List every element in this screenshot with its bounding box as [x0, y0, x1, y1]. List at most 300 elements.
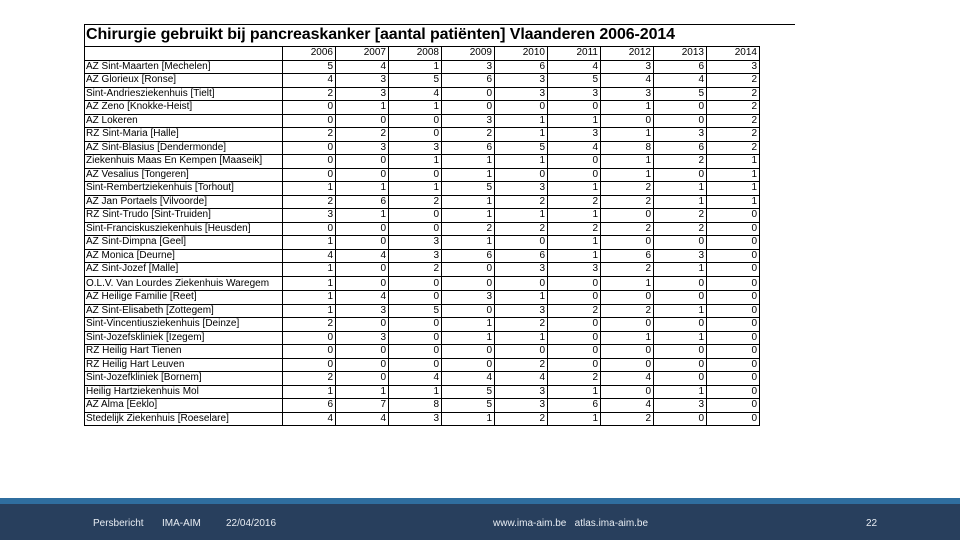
patient-count: 0 [707, 236, 760, 250]
patient-count: 0 [707, 412, 760, 426]
patient-count: 1 [601, 276, 654, 291]
patient-count: 2 [601, 222, 654, 236]
patient-count: 0 [707, 318, 760, 332]
patient-count: 3 [389, 249, 442, 263]
patient-count: 4 [548, 141, 601, 155]
table-row [85, 74, 760, 88]
table-row [85, 249, 760, 263]
hospital-name: Stedelijk Ziekenhuis [Roeselare] [85, 412, 283, 426]
patient-count: 0 [654, 101, 707, 115]
patient-count: 2 [548, 372, 601, 386]
patient-count: 0 [283, 141, 336, 155]
patient-count: 1 [389, 101, 442, 115]
patient-count: 3 [548, 263, 601, 277]
patient-count: 4 [389, 87, 442, 101]
header-corner [85, 47, 283, 61]
hospital-name: RZ Heilig Hart Leuven [85, 358, 283, 372]
table-row [85, 345, 760, 359]
patient-count: 3 [654, 128, 707, 142]
patient-count: 6 [601, 249, 654, 263]
patient-count: 0 [389, 168, 442, 182]
patient-count: 6 [654, 60, 707, 74]
patient-count: 1 [654, 182, 707, 196]
patient-count: 0 [442, 101, 495, 115]
patient-count: 3 [601, 87, 654, 101]
patient-count: 2 [283, 87, 336, 101]
patient-count: 0 [654, 358, 707, 372]
patient-count: 0 [283, 101, 336, 115]
patient-count: 3 [389, 412, 442, 426]
table-row [85, 87, 760, 101]
patient-count: 1 [442, 209, 495, 223]
patient-count: 4 [389, 372, 442, 386]
patient-count: 1 [548, 385, 601, 399]
patient-count: 0 [548, 345, 601, 359]
patient-count: 1 [283, 276, 336, 291]
page-title: Chirurgie gebruikt bij pancreaskanker [aantal patiënten] Vlaanderen 2006-2014 [86, 26, 675, 43]
patient-count: 1 [442, 195, 495, 209]
patient-count: 3 [336, 304, 389, 318]
patient-count: 0 [495, 101, 548, 115]
patient-count: 1 [283, 236, 336, 250]
patient-count: 0 [654, 412, 707, 426]
patient-count: 0 [601, 209, 654, 223]
patient-count: 4 [336, 412, 389, 426]
patient-count: 0 [442, 276, 495, 291]
table-row [85, 114, 760, 128]
hospital-name: AZ Sint-Dimpna [Geel] [85, 236, 283, 250]
patient-count: 1 [654, 304, 707, 318]
patient-count: 4 [548, 60, 601, 74]
patient-count: 2 [389, 263, 442, 277]
patient-count: 1 [442, 236, 495, 250]
patient-count: 0 [707, 276, 760, 291]
patient-count: 0 [707, 222, 760, 236]
patient-count: 2 [707, 74, 760, 88]
patient-count: 1 [283, 291, 336, 305]
patient-count: 3 [336, 331, 389, 345]
patient-count: 2 [495, 412, 548, 426]
patient-count: 2 [548, 222, 601, 236]
patient-count: 1 [495, 155, 548, 169]
patient-count: 0 [601, 114, 654, 128]
patient-count: 0 [442, 304, 495, 318]
patient-count: 3 [336, 87, 389, 101]
patient-count: 5 [389, 304, 442, 318]
patient-count: 6 [495, 249, 548, 263]
table-row [85, 372, 760, 386]
patient-count: 4 [336, 60, 389, 74]
patient-count: 2 [654, 222, 707, 236]
patient-count: 1 [548, 114, 601, 128]
patient-count: 3 [442, 114, 495, 128]
patient-count: 0 [548, 331, 601, 345]
patient-count: 4 [283, 412, 336, 426]
patient-count: 4 [495, 372, 548, 386]
year-header: 2014 [707, 47, 760, 61]
patient-count: 1 [389, 60, 442, 74]
table-row [85, 209, 760, 223]
patient-count: 1 [283, 182, 336, 196]
hospital-name: Sint-Vincentiusziekenhuis [Deinze] [85, 318, 283, 332]
patient-count: 3 [442, 291, 495, 305]
patient-count: 0 [442, 87, 495, 101]
patient-count: 2 [283, 128, 336, 142]
patient-count: 0 [336, 372, 389, 386]
table-row [85, 291, 760, 305]
patient-count: 0 [601, 358, 654, 372]
patient-count: 1 [495, 114, 548, 128]
patient-count: 6 [442, 74, 495, 88]
hospital-name: Heilig Hartziekenhuis Mol [85, 385, 283, 399]
hospital-name: Sint-Jozefskliniek [Izegem] [85, 331, 283, 345]
patient-count: 1 [336, 385, 389, 399]
patient-count: 0 [283, 345, 336, 359]
patient-count: 1 [601, 331, 654, 345]
patient-count: 1 [336, 101, 389, 115]
year-header: 2008 [389, 47, 442, 61]
patient-count: 6 [654, 141, 707, 155]
patient-count: 1 [654, 195, 707, 209]
patient-count: 0 [389, 276, 442, 291]
table-row [85, 236, 760, 250]
hospital-name: Sint-Andriesziekenhuis [Tielt] [85, 87, 283, 101]
patient-count: 6 [442, 249, 495, 263]
patient-count: 0 [442, 358, 495, 372]
patient-count: 4 [442, 372, 495, 386]
patient-count: 0 [548, 101, 601, 115]
patient-count: 3 [495, 385, 548, 399]
patient-count: 1 [495, 291, 548, 305]
patient-count: 0 [495, 345, 548, 359]
patient-count: 0 [548, 155, 601, 169]
patient-count: 0 [707, 263, 760, 277]
patient-count: 5 [283, 60, 336, 74]
table-row [85, 168, 760, 182]
year-header: 2006 [283, 47, 336, 61]
patient-count: 0 [548, 358, 601, 372]
patient-count: 6 [442, 141, 495, 155]
patient-count: 0 [495, 168, 548, 182]
patient-count: 0 [548, 168, 601, 182]
patient-count: 0 [283, 358, 336, 372]
hospital-name: O.L.V. Van Lourdes Ziekenhuis Waregem [85, 276, 283, 291]
hospital-name: AZ Monica [Deurne] [85, 249, 283, 263]
patient-count: 0 [601, 318, 654, 332]
patient-count: 0 [548, 276, 601, 291]
patient-count: 3 [389, 236, 442, 250]
patient-count: 6 [548, 399, 601, 413]
patient-count: 8 [601, 141, 654, 155]
patient-count: 0 [601, 385, 654, 399]
patient-count: 0 [495, 236, 548, 250]
hospital-name: AZ Alma [Eeklo] [85, 399, 283, 413]
patient-count: 0 [283, 331, 336, 345]
patient-count: 1 [548, 182, 601, 196]
year-header: 2013 [654, 47, 707, 61]
patient-count: 0 [389, 291, 442, 305]
year-header: 2012 [601, 47, 654, 61]
patient-count: 0 [283, 222, 336, 236]
patient-count: 1 [495, 331, 548, 345]
patient-count: 0 [389, 345, 442, 359]
hospital-name: AZ Zeno [Knokke-Heist] [85, 101, 283, 115]
patient-count: 0 [548, 318, 601, 332]
patient-count: 6 [336, 195, 389, 209]
patient-count: 2 [442, 222, 495, 236]
patient-count: 2 [654, 209, 707, 223]
patient-count: 0 [707, 209, 760, 223]
table-row [85, 195, 760, 209]
patient-count: 0 [442, 263, 495, 277]
patient-count: 3 [548, 128, 601, 142]
patient-count: 4 [601, 74, 654, 88]
year-header: 2009 [442, 47, 495, 61]
patient-count: 8 [389, 399, 442, 413]
patient-count: 4 [601, 372, 654, 386]
patient-count: 5 [442, 182, 495, 196]
patient-count: 1 [654, 385, 707, 399]
patient-count: 2 [707, 101, 760, 115]
patient-count: 0 [336, 345, 389, 359]
table-row [85, 101, 760, 115]
hospital-name: RZ Sint-Trudo [Sint-Truiden] [85, 209, 283, 223]
patient-count: 2 [601, 195, 654, 209]
patient-count: 1 [336, 182, 389, 196]
patient-count: 0 [548, 291, 601, 305]
patient-count: 1 [601, 128, 654, 142]
hospital-name: AZ Sint-Maarten [Mechelen] [85, 60, 283, 74]
patient-count: 3 [336, 141, 389, 155]
patient-count: 2 [654, 155, 707, 169]
patient-count: 3 [601, 60, 654, 74]
patient-count: 3 [389, 141, 442, 155]
table-row [85, 182, 760, 196]
patient-count: 3 [283, 209, 336, 223]
patient-count: 1 [495, 209, 548, 223]
patient-count: 0 [389, 128, 442, 142]
hospital-name: AZ Sint-Blasius [Dendermonde] [85, 141, 283, 155]
patient-count: 0 [707, 345, 760, 359]
patient-count: 1 [389, 182, 442, 196]
patient-count: 0 [389, 358, 442, 372]
patient-count: 4 [654, 74, 707, 88]
patient-count: 0 [654, 345, 707, 359]
patient-count: 4 [336, 291, 389, 305]
patient-count: 0 [707, 372, 760, 386]
footer-press-label: Persbericht [93, 518, 144, 529]
patient-count: 0 [601, 291, 654, 305]
hospital-name: AZ Lokeren [85, 114, 283, 128]
patient-count: 0 [495, 276, 548, 291]
patient-count: 2 [283, 372, 336, 386]
patient-count: 0 [707, 399, 760, 413]
patient-count: 1 [389, 155, 442, 169]
patient-count: 1 [548, 236, 601, 250]
patient-count: 1 [495, 128, 548, 142]
patient-count: 1 [442, 318, 495, 332]
patient-count: 0 [336, 168, 389, 182]
patient-count: 3 [495, 182, 548, 196]
patient-count: 5 [389, 74, 442, 88]
patient-count: 0 [707, 385, 760, 399]
table-row [85, 155, 760, 169]
patient-count: 2 [707, 141, 760, 155]
patient-count: 4 [283, 249, 336, 263]
patient-count: 0 [336, 222, 389, 236]
patient-count: 1 [707, 155, 760, 169]
table-row [85, 141, 760, 155]
patient-count: 0 [707, 358, 760, 372]
patient-count: 2 [495, 358, 548, 372]
patient-count: 3 [654, 399, 707, 413]
patient-count: 0 [654, 114, 707, 128]
patient-count: 1 [707, 195, 760, 209]
patient-count: 3 [336, 74, 389, 88]
table-row [85, 385, 760, 399]
patient-count: 0 [654, 318, 707, 332]
patient-count: 0 [283, 114, 336, 128]
patient-count: 0 [336, 155, 389, 169]
patient-count: 1 [707, 182, 760, 196]
patient-count: 4 [601, 399, 654, 413]
patient-count: 0 [283, 155, 336, 169]
year-header: 2007 [336, 47, 389, 61]
footer-links[interactable]: www.ima-aim.be atlas.ima-aim.be [493, 518, 649, 529]
year-header: 2011 [548, 47, 601, 61]
hospital-name: AZ Sint-Jozef [Malle] [85, 263, 283, 277]
table-row [85, 399, 760, 413]
table-row [85, 60, 760, 74]
patient-count: 0 [654, 372, 707, 386]
table-row [85, 318, 760, 332]
footer-org: IMA-AIM [162, 518, 201, 529]
table-row [85, 263, 760, 277]
patient-count: 4 [283, 74, 336, 88]
patient-count: 0 [707, 304, 760, 318]
header-row [85, 47, 760, 61]
hospital-name: AZ Sint-Elisabeth [Zottegem] [85, 304, 283, 318]
patient-count: 4 [336, 249, 389, 263]
patient-count: 1 [336, 209, 389, 223]
patient-count: 0 [336, 358, 389, 372]
patient-count: 1 [654, 263, 707, 277]
patient-count: 0 [336, 318, 389, 332]
patient-count: 0 [336, 276, 389, 291]
patient-count: 0 [389, 318, 442, 332]
patient-count: 5 [442, 385, 495, 399]
patient-count: 2 [601, 263, 654, 277]
footer [0, 504, 960, 540]
table-row [85, 222, 760, 236]
patient-count: 1 [283, 385, 336, 399]
patient-count: 1 [442, 331, 495, 345]
patient-count: 1 [389, 385, 442, 399]
patient-count: 2 [548, 304, 601, 318]
patient-count: 2 [389, 195, 442, 209]
patient-count: 1 [548, 249, 601, 263]
patient-count: 2 [336, 128, 389, 142]
hospital-name: Sint-Franciskusziekenhuis [Heusden] [85, 222, 283, 236]
patient-count: 3 [654, 249, 707, 263]
year-header: 2010 [495, 47, 548, 61]
patient-count: 1 [548, 209, 601, 223]
patient-count: 0 [389, 114, 442, 128]
patient-count: 0 [707, 291, 760, 305]
patient-count: 3 [707, 60, 760, 74]
patient-count: 0 [654, 276, 707, 291]
patient-count: 3 [442, 60, 495, 74]
table-row [85, 358, 760, 372]
patient-count: 0 [707, 331, 760, 345]
patient-count: 1 [283, 304, 336, 318]
patient-count: 0 [389, 222, 442, 236]
patient-count: 3 [495, 263, 548, 277]
page-number: 22 [866, 518, 878, 529]
patient-count: 6 [283, 399, 336, 413]
patient-count: 0 [283, 168, 336, 182]
table-row [85, 276, 760, 291]
patient-count: 7 [336, 399, 389, 413]
patient-count: 1 [601, 101, 654, 115]
table-row [85, 331, 760, 345]
patient-count: 3 [495, 87, 548, 101]
patient-count: 0 [654, 236, 707, 250]
table-row [85, 412, 760, 426]
patient-count: 1 [283, 263, 336, 277]
patient-count: 3 [548, 87, 601, 101]
hospital-name: AZ Heilige Familie [Reet] [85, 291, 283, 305]
hospital-name: AZ Vesalius [Tongeren] [85, 168, 283, 182]
hospital-name: RZ Heilig Hart Tienen [85, 345, 283, 359]
hospital-name: AZ Jan Portaels [Vilvoorde] [85, 195, 283, 209]
patient-count: 6 [495, 60, 548, 74]
patient-count: 2 [601, 412, 654, 426]
patient-count: 2 [495, 318, 548, 332]
data-table [84, 46, 760, 426]
patient-count: 1 [442, 155, 495, 169]
patient-count: 5 [548, 74, 601, 88]
patient-count: 5 [442, 399, 495, 413]
patient-count: 2 [707, 128, 760, 142]
patient-count: 0 [389, 209, 442, 223]
patient-count: 1 [442, 168, 495, 182]
patient-count: 0 [336, 263, 389, 277]
table-row [85, 128, 760, 142]
hospital-name: Ziekenhuis Maas En Kempen [Maaseik] [85, 155, 283, 169]
footer-date: 22/04/2016 [226, 518, 277, 529]
patient-count: 0 [707, 249, 760, 263]
hospital-name: Sint-Jozefkliniek [Bornem] [85, 372, 283, 386]
patient-count: 0 [336, 236, 389, 250]
patient-count: 2 [601, 182, 654, 196]
patient-count: 3 [495, 74, 548, 88]
hospital-name: AZ Glorieux [Ronse] [85, 74, 283, 88]
patient-count: 2 [601, 304, 654, 318]
hospital-name: RZ Sint-Maria [Halle] [85, 128, 283, 142]
patient-count: 1 [601, 155, 654, 169]
patient-count: 0 [601, 236, 654, 250]
patient-count: 2 [707, 87, 760, 101]
patient-count: 5 [654, 87, 707, 101]
patient-count: 3 [495, 399, 548, 413]
patient-count: 0 [389, 331, 442, 345]
patient-count: 2 [283, 195, 336, 209]
patient-count: 2 [495, 222, 548, 236]
patient-count: 2 [495, 195, 548, 209]
patient-count: 2 [283, 318, 336, 332]
table-row [85, 304, 760, 318]
